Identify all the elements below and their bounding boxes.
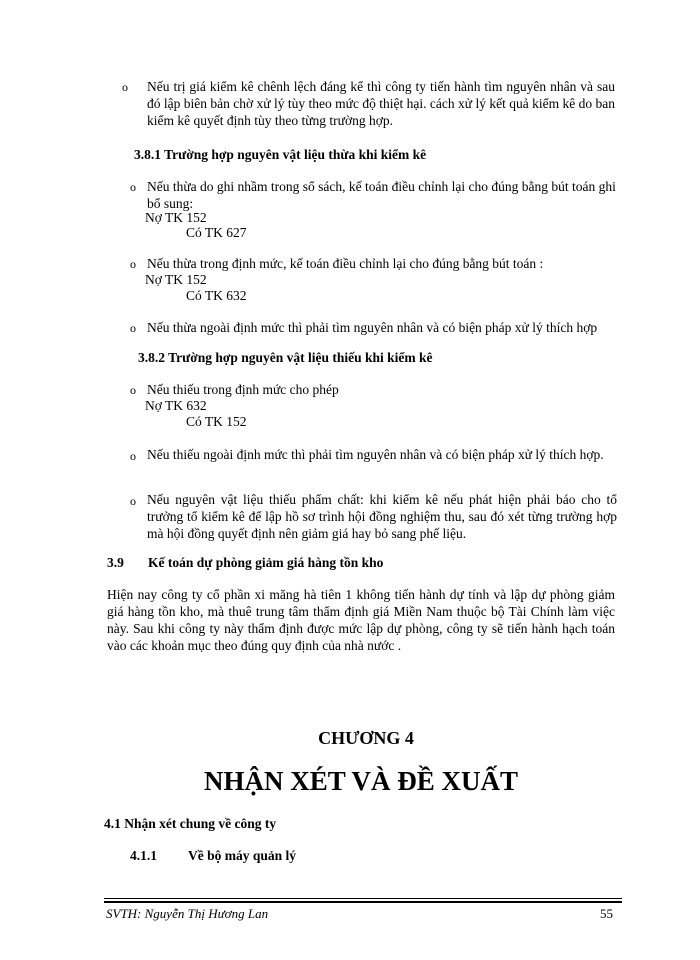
bullet-text-poor-quality: Nếu nguyên vật liệu thiếu phẩm chất: khi kiểm kê nếu phát hiện phải báo cho tổ trưởng tổ kiểm kê để lập hồ sơ trình hội đồng nghiệm thu, sau đó xét từng trường hợp mà hội đồng quyết định nên giảm giá hay bỏ sang phế liệu.	[147, 492, 617, 541]
footer-rule-thin	[104, 898, 622, 899]
bullet-marker: o	[130, 180, 136, 194]
bullet-marker: o	[130, 383, 136, 397]
heading-3-8-1: 3.8.1 Trường hợp nguyên vật liệu thừa khi kiểm kê	[134, 147, 427, 162]
bullet-marker: o	[130, 321, 136, 335]
credit-entry: Có TK 627	[186, 225, 247, 240]
bullet-text-excess-within-norm: Nếu thừa trong định mức, kế toán điều chỉnh lại cho đúng bằng bút toán :	[147, 256, 544, 271]
heading-3-9-number: 3.9	[107, 555, 124, 570]
debit-entry: Nợ TK 632	[145, 398, 207, 413]
debit-entry: Nợ TK 152	[145, 210, 207, 225]
credit-entry: Có TK 632	[186, 288, 247, 303]
heading-4-1: 4.1 Nhận xét chung về công ty	[104, 816, 277, 831]
heading-4-1-1-title: Về bộ máy quản lý	[188, 848, 297, 863]
heading-3-8-2: 3.8.2 Trường hợp nguyên vật liệu thiếu khi kiểm kê	[138, 350, 433, 365]
credit-entry: Có TK 152	[186, 414, 247, 429]
bullet-marker: o	[130, 257, 136, 271]
bullet-marker: o	[130, 494, 136, 508]
debit-entry: Nợ TK 152	[145, 272, 207, 287]
footer-author: SVTH: Nguyễn Thị Hương Lan	[106, 906, 269, 921]
bullet-text-excess-outside-norm: Nếu thừa ngoài định mức thì phải tìm nguyên nhân và có biện pháp xử lý thích hợp	[147, 320, 598, 335]
paragraph-inventory-provision: Hiện nay công ty cổ phần xi măng hà tiên 1 không tiến hành dự tính và lập dự phòng giảm giá hàng tồn kho, mà thuê trung tâm thẩm định giá Miền Nam thuộc bộ Tài Chính làm việc này. Sau khi công ty này thẩm định được mức lập dự phòng, công ty sẽ tiến hành hạch toán vào các khoản mục theo đúng quy định của nhà nước .	[107, 587, 615, 653]
heading-4-1-1-number: 4.1.1	[130, 848, 157, 863]
bullet-marker: o	[130, 449, 136, 463]
heading-3-9-title: Kế toán dự phòng giảm giá hàng tồn kho	[148, 555, 384, 570]
bullet-text-shortage-outside-norm: Nếu thiếu ngoài định mức thì phải tìm nguyên nhân và có biện pháp xử lý thích hợp.	[147, 447, 604, 462]
bullet-text-excess-recording-error: Nếu thừa do ghi nhầm trong sổ sách, kế toán điều chỉnh lại cho đúng bằng bút toán ghi bổ sung:	[147, 179, 616, 211]
chapter-title: NHẬN XÉT VÀ ĐỀ XUẤT	[203, 766, 519, 796]
chapter-label: CHƯƠNG 4	[318, 728, 414, 748]
bullet-text-discrepancy: Nếu trị giá kiểm kê chênh lệch đáng kể thì công ty tiến hành tìm nguyên nhân và sau đó lập biên bản chờ xử lý tùy theo mức độ thiệt hại. cách xử lý kết quả kiểm kê do ban kiểm kê quyết định tùy theo từng trường hợp.	[147, 79, 615, 128]
footer-rule-thick	[104, 901, 622, 903]
bullet-text-shortage-within-norm: Nếu thiếu trong định mức cho phép	[147, 382, 339, 397]
bullet-marker: o	[122, 80, 128, 94]
page-number: 55	[600, 906, 613, 921]
